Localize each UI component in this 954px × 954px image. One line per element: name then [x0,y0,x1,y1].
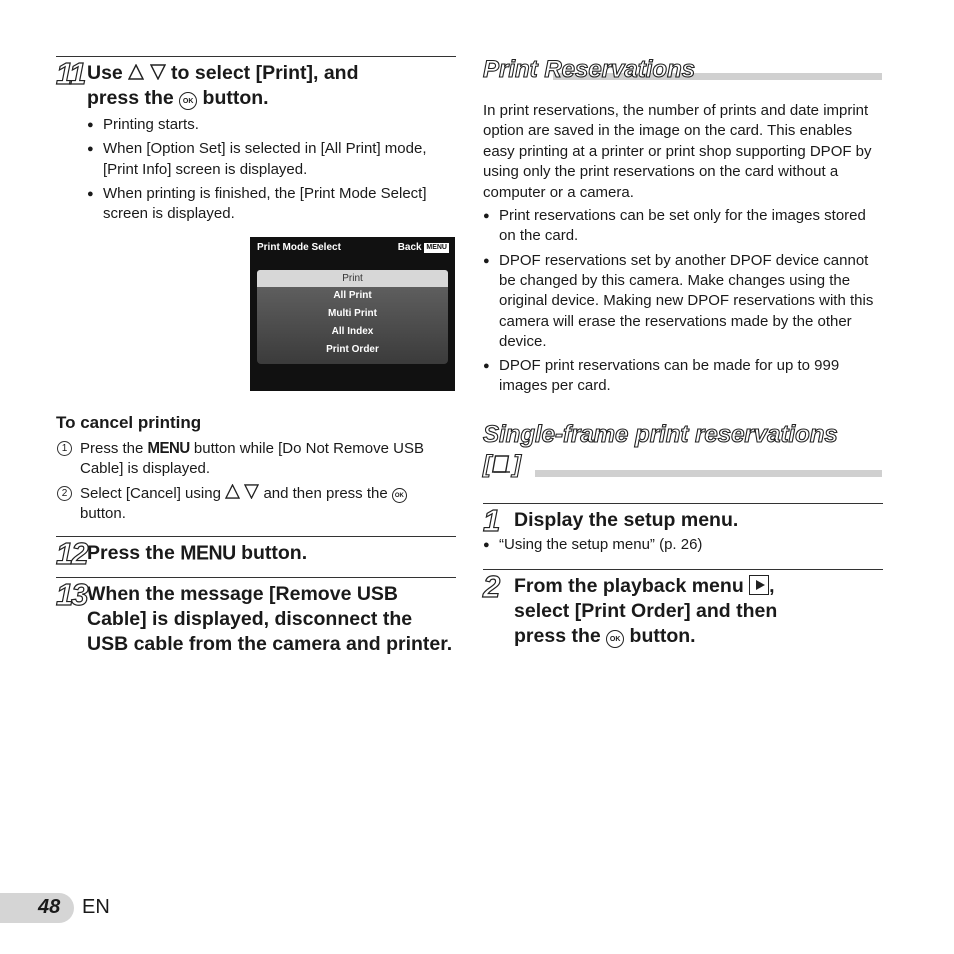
print-reservations-section [483,56,883,401]
screen-menu-panel [257,270,448,364]
list-item: ● Print reservations can be set only for the images stored on the card. [483,206,883,247]
section-title: Single-frame print reservations [ ] [483,421,838,478]
single-frame-section [483,420,883,480]
print-order-icon [491,453,513,475]
up-triangle-icon [225,484,240,499]
step-12 [56,536,456,571]
step-number: 2 [483,569,499,604]
list-item: ● When [Option Set] is selected in [All Print] mode, [Print Info] screen is displayed. [87,139,456,180]
page-number: 48 [38,896,61,918]
screen-item-all-print: All Print [333,290,372,301]
circled-number: 2 [57,486,72,501]
down-triangle-icon [150,64,166,80]
body-paragraph: In print reservations, the number of prints and date imprint option are saved in the image on the card. This enables easy printing at a printer or print shop supporting DPOF by using only the print reservations on the card without a computer or a camera. [483,102,872,201]
cancel-heading: To cancel printing [56,413,202,432]
step-number: 13 [56,577,87,612]
screen-back: Back MENU [397,242,447,253]
step-1 [483,503,883,559]
step-2 [483,569,883,649]
camera-screen [250,237,455,391]
cancel-step-1: 1 Press the MENU button while [Do Not Remove USB Cable] is displayed. [56,439,456,480]
step-11 [56,56,456,224]
section-title: Print Reservations [483,56,696,83]
ok-button-icon: OK [606,630,624,648]
down-triangle-icon [244,484,259,499]
step-number: 12 [56,536,87,571]
screen-item-print-order: Print Order [326,344,379,355]
step-title: Press the MENU button. [87,541,456,566]
screen-item-print: Print [257,270,448,287]
menu-label: MENU [147,439,190,458]
list-item: ● “Using the setup menu” (p. 26) [483,535,883,555]
step-number: 11 [56,56,85,91]
menu-label: MENU [180,541,236,565]
step-title: When the message [Remove USB Cable] is displayed, disconnect the USB cable from the camera and printer. [87,583,453,655]
screen-item-all-index: All Index [331,326,374,337]
step-11-bullets [87,115,456,224]
cancel-steps [56,439,456,528]
cancel-step-2: 2 Select [Cancel] using and then press the OK button. [56,484,456,525]
page-tab [0,893,74,923]
list-item: ● DPOF print reservations can be made for up to 999 images per card. [483,356,883,397]
menu-badge: MENU [426,244,447,251]
list-item: ● When printing is finished, the [Print Mode Select] screen is displayed. [87,184,456,225]
list-item: ● Printing starts. [87,115,456,135]
up-triangle-icon [128,64,144,80]
screen-title: Print Mode Select [257,242,341,253]
step-title: Use to select [Print], and press the OK button. [87,62,359,109]
ok-button-icon: OK [179,92,197,110]
step-number: 1 [483,503,499,538]
step-title: From the playback menu , select [Print Order] and then press the OK button. [514,575,778,647]
step-13 [56,577,456,657]
left-column [56,56,456,228]
circled-number: 1 [57,441,72,456]
step-1-bullets [483,535,883,555]
page-language: EN [82,896,110,918]
playback-icon [749,575,769,595]
ok-button-icon: OK [392,488,407,503]
list-item: ● DPOF reservations set by another DPOF device cannot be changed by this camera. Make changes using the original device. Making new DPOF reservations with this camera will erase the reservations made by the other device. [483,251,883,352]
screen-item-multi-print: Multi Print [328,308,377,319]
print-reservations-bullets [483,206,883,397]
step-title: Display the setup menu. [514,509,739,531]
